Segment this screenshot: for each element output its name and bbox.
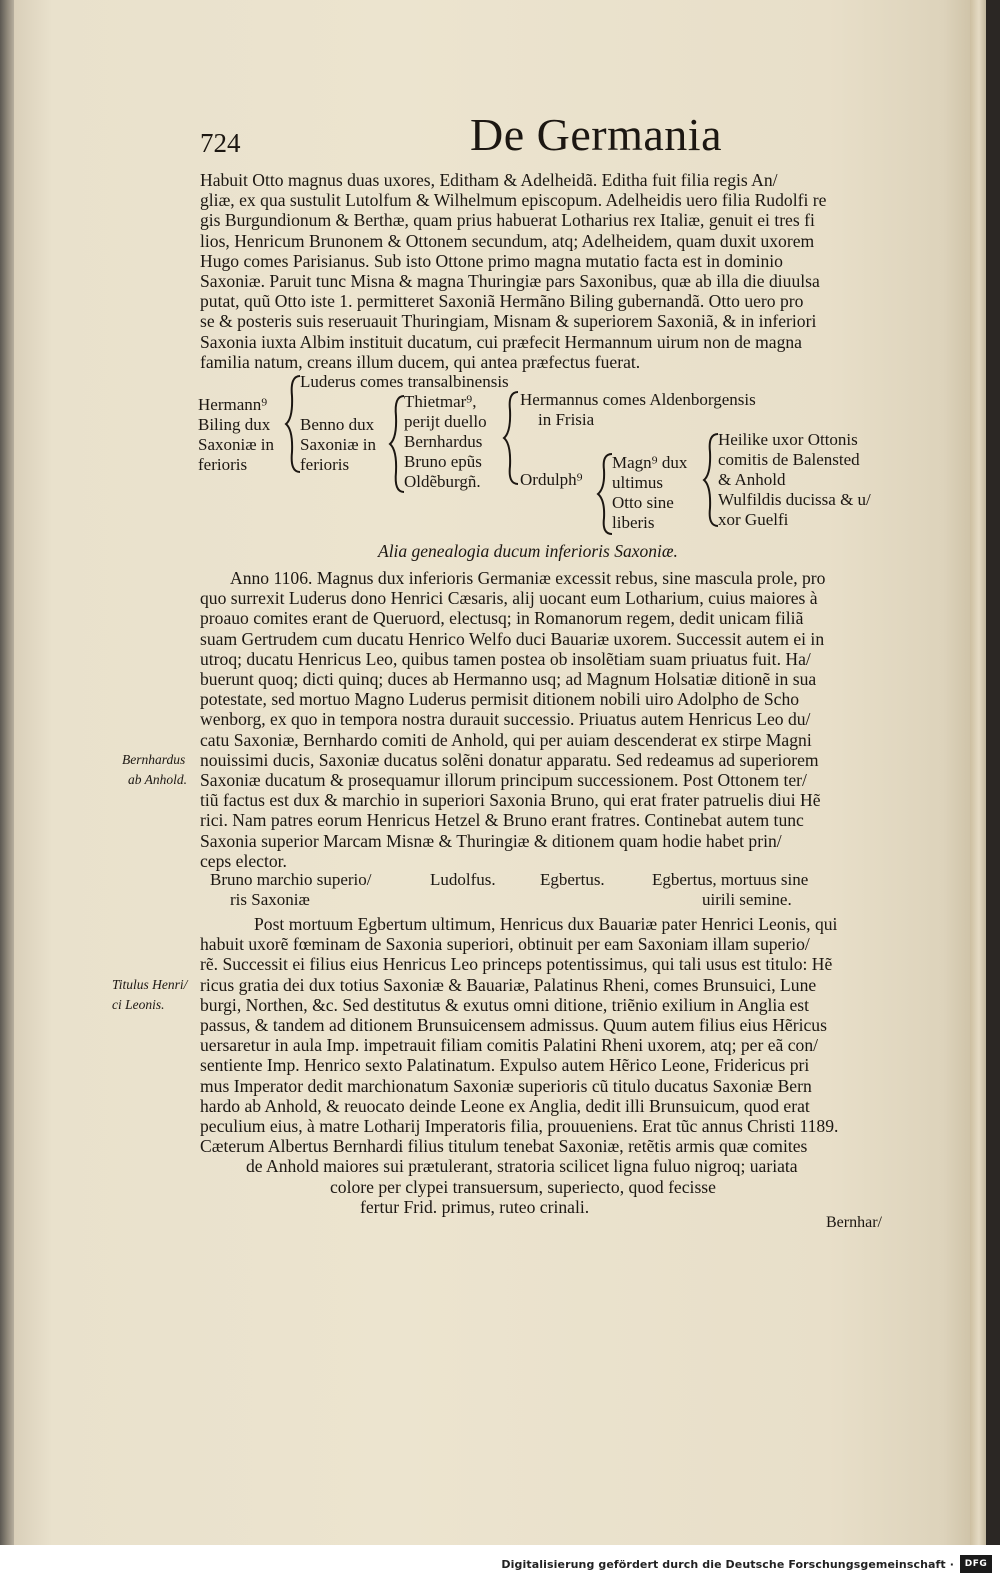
- genealogy-text: Benno dux: [300, 415, 375, 434]
- margin-note-text: Titulus Henri/: [112, 977, 188, 992]
- lineage-bruno: [210, 870, 371, 910]
- text-line: potestate, sed mortuo Magno Luderus permisit ditionem nobili uiro Adolpho de Scho: [200, 689, 800, 710]
- lineage-text: ris Saxoniæ: [230, 890, 310, 909]
- text-line: ricus gratia dei dux totius Saxoniæ & Bauariæ, Palatinus Rheni, comes Brunsuici, Lune: [200, 974, 817, 995]
- genealogy-magnus-children: [718, 430, 871, 530]
- text-line: lios, Henricum Brunonem & Ottonem secundum, atq; Adelheidem, quam duxit uxorem: [200, 230, 815, 251]
- lineage-egbertus-last: [652, 870, 808, 910]
- text-line: burgi, Northen, &c. Sed destitutus & exutus omni ditione, triẽnio exilium in Anglia est: [200, 994, 810, 1015]
- genealogy-text: xor Guelfi: [718, 510, 789, 529]
- lineage-text: uirili semine.: [702, 890, 792, 909]
- lineage-ludolfus: Ludolfus.: [430, 870, 496, 889]
- text-line: catu Saxoniæ, Bernhardo comiti de Anhold, qui per auiam descenderat ex stirpe Magni: [200, 729, 812, 750]
- genealogy-text: Hermannus comes Aldenborgensis: [520, 390, 756, 409]
- text-line: Habuit Otto magnus duas uxores, Editham & Adelheidã. Editha fuit filia regis An/: [200, 170, 778, 190]
- text-line: putat, quũ Otto iste 1. permitteret Saxoniã Hermãno Biling gubernandã. Otto uero pro: [200, 291, 804, 312]
- genealogy-text: Magn⁹ dux: [612, 453, 688, 472]
- text-line: wenborg, ex quo in tempora nostra durauit successio. Priuatus autem Henricus Leo du/: [200, 709, 811, 730]
- footer-credit: Digitalisierung gefördert durch die Deutsche Forschungsgemeinschaft ·: [501, 1558, 954, 1571]
- genealogy-luderus: Luderus comes transalbinensis: [300, 372, 509, 391]
- section-heading: Alia genealogia ducum inferioris Saxoniæ.: [378, 541, 678, 561]
- margin-note-titulus: [112, 975, 187, 1015]
- genealogy-benno-children: [404, 392, 487, 492]
- genealogy-text: Biling dux: [198, 415, 271, 434]
- genealogy-text: ferioris: [198, 455, 248, 474]
- paragraph-1: [200, 170, 890, 372]
- scan-border: [986, 0, 1000, 1545]
- margin-note-text: ci Leonis.: [112, 997, 165, 1012]
- genealogy-text: & Anhold: [718, 470, 786, 489]
- genealogy-text: Saxoniæ in: [300, 435, 377, 454]
- text-line: buerunt quoq; dicti quinq; duces ab Hermanno usq; ad Magnum Holsatiæ ditionẽ in sua: [200, 669, 817, 690]
- text-line: nouissimi ducis, Saxoniæ ducatus solẽni donatur apparatu. Sed redeamus ad superiorem: [200, 749, 819, 770]
- text-line: mus Imperator dedit marchionatum Saxoniæ superioris cũ titulo ducatus Saxoniæ Bern: [200, 1075, 812, 1096]
- text-line: gis Burgundionum & Berthæ, quam prius habuerat Lotharius rex Italiæ, genuit ei tres fi: [200, 210, 815, 231]
- text-line: ceps elector.: [200, 850, 287, 871]
- text-line: Saxonia superior Marcam Misnæ & Thuringiæ & ditionem quam hodie habet prin/: [200, 830, 782, 851]
- text-line: passus, & tandem ad ditionem Brunsuicensem admissus. Quum autem filius eius Hẽricus: [200, 1015, 827, 1036]
- lineage-text: Egbertus, mortuus sine: [652, 870, 809, 889]
- genealogy-text: Saxoniæ in: [198, 435, 275, 454]
- margin-note-bernhardus: [122, 750, 187, 790]
- brace-icon: [502, 390, 522, 486]
- genealogy-text: perijt duello: [404, 412, 487, 431]
- text-line: Hugo comes Parisianus. Sub isto Ottone primo magna mutatio facta est in dominio: [200, 250, 783, 271]
- lineage-text: Bruno marchio superio/: [210, 870, 372, 889]
- text-line: Anno 1106. Magnus dux inferioris Germaniæ excessit rebus, sine mascula prole, pro: [230, 568, 826, 588]
- text-line: rici. Nam patres eorum Henricus Hetzel & Bruno erant fratres. Continebat autem tunc: [200, 810, 804, 831]
- text-line: uersaretur in aula Imp. impetrauit filiam comitis Palatini Rheni uxorem, atq; per eã con/: [200, 1035, 819, 1056]
- text-line: sentiente Imp. Henrico sexto Palatinatum. Expulso autem Hẽrico Leone, Fridericus pri: [200, 1055, 810, 1076]
- text-line: colore per clypei transuersum, superiecto, quod fecisse: [330, 1176, 716, 1197]
- lineage-egbertus: Egbertus.: [540, 870, 605, 889]
- genealogy-text: Bruno epũs: [404, 452, 482, 471]
- genealogy-text: ultimus: [612, 473, 664, 492]
- genealogy-root: [198, 395, 274, 475]
- text-line: Post mortuum Egbertum ultimum, Henricus dux Bauariæ pater Henrici Leonis, qui: [254, 914, 838, 934]
- text-line: peculium eius, à matre Lotharij Imperatoris filia, prouueniens. Erat tũc annus Christi 1189.: [200, 1116, 839, 1137]
- paragraph-2: [200, 568, 825, 871]
- text-line: Saxonia iuxta Albim instituit ducatum, cui præfecit Hermannum uirum non de magna: [200, 331, 802, 352]
- text-line: se & posteris suis reseruauit Thuringiam, Misnam & superiorem Saxoniã, & in inferiori: [200, 311, 817, 332]
- text-line: suam Gertrudem cum ducatu Henrico Welfo duci Bauariæ uxorem. Successit autem ei in: [200, 628, 825, 649]
- genealogy-text: Heilike uxor Ottonis: [718, 430, 858, 449]
- text-line: quo surrexit Luderus dono Henrici Cæsaris, alij uocant eum Lotharium, cuius maiores à: [200, 588, 818, 609]
- genealogy-text: Otto sine: [612, 493, 674, 512]
- text-line: Saxoniæ ducatum & prosequamur illorum principum successionem. Post Ottonem ter/: [200, 770, 807, 791]
- dfg-logo-icon: DFG: [960, 1555, 992, 1573]
- text-line: proauo comites erant de Queruord, electusq; in Romanorum regem, dedit unicam filiã: [200, 608, 804, 629]
- catchword: Bernhar/: [826, 1214, 882, 1231]
- margin-note-text: ab Anhold.: [128, 772, 188, 787]
- text-line: gliæ, ex qua sustulit Lutolfum & Wilhelmum episcopum. Adelheidis uero filia Rudolfi re: [200, 190, 827, 211]
- text-line: de Anhold maiores sui prætulerant, stratoria scilicet ligna fuluo nigroq; uariata: [246, 1156, 798, 1177]
- text-line: fertur Frid. primus, ruteo crinali.: [360, 1196, 590, 1217]
- genealogy-text: comitis de Balensted: [718, 450, 860, 469]
- running-head: De Germania: [470, 109, 722, 160]
- text-line: habuit uxorẽ fœminam de Saxonia superiori, obtinuit per eam Saxoniam illam superio/: [200, 934, 810, 955]
- paragraph-3: [200, 914, 838, 1217]
- text-line: hardo ab Anhold, & reuocato deinde Leone ex Anglia, dedit illi Brunsuicum, quod erat: [200, 1095, 810, 1116]
- genealogy-text: Bernhardus: [404, 432, 483, 451]
- genealogy-ordulph: Ordulph⁹: [520, 470, 583, 489]
- genealogy-text: liberis: [612, 513, 655, 532]
- genealogy-text: in Frisia: [538, 410, 595, 429]
- text-line: Cæterum Albertus Bernhardi filius titulum tenebat Saxoniæ, retẽtis armis quæ comites: [200, 1136, 808, 1157]
- genealogy-benno: [300, 415, 376, 475]
- text-line: rẽ. Successit ei filius eius Henricus Leo princeps potentissimus, qui tali usus est titulo: Hẽ: [200, 954, 833, 975]
- page-number: 724: [200, 128, 241, 158]
- genealogy-text: Wulfildis ducissa & u/: [718, 490, 871, 509]
- footer-bar: [0, 1545, 1000, 1585]
- genealogy-text: ferioris: [300, 455, 350, 474]
- genealogy-hermannus: [520, 390, 756, 430]
- text-line: tiũ factus est dux & marchio in superiori Saxonia Bruno, qui erat frater patruelis diui Hẽ: [200, 790, 821, 811]
- genealogy-text: Oldẽburgñ.: [404, 472, 481, 491]
- genealogy-text: Thietmar⁹,: [404, 392, 477, 411]
- genealogy-ordulph-children: [612, 453, 687, 533]
- text-line: Saxoniæ. Paruit tunc Misna & magna Thuringiæ pars Saxonibus, quæ ab illa die diuulsa: [200, 271, 820, 292]
- margin-note-text: Bernhardus: [122, 752, 186, 767]
- text-line: utroq; ducatu Henricus Leo, quibus tamen postea ob insolẽtiam suam priuatus fuit. Ha/: [200, 648, 811, 669]
- text-line: familia natum, creans illum ducem, qui antea præfectus fuerat.: [200, 351, 641, 372]
- genealogy-text: Hermann⁹: [198, 395, 268, 414]
